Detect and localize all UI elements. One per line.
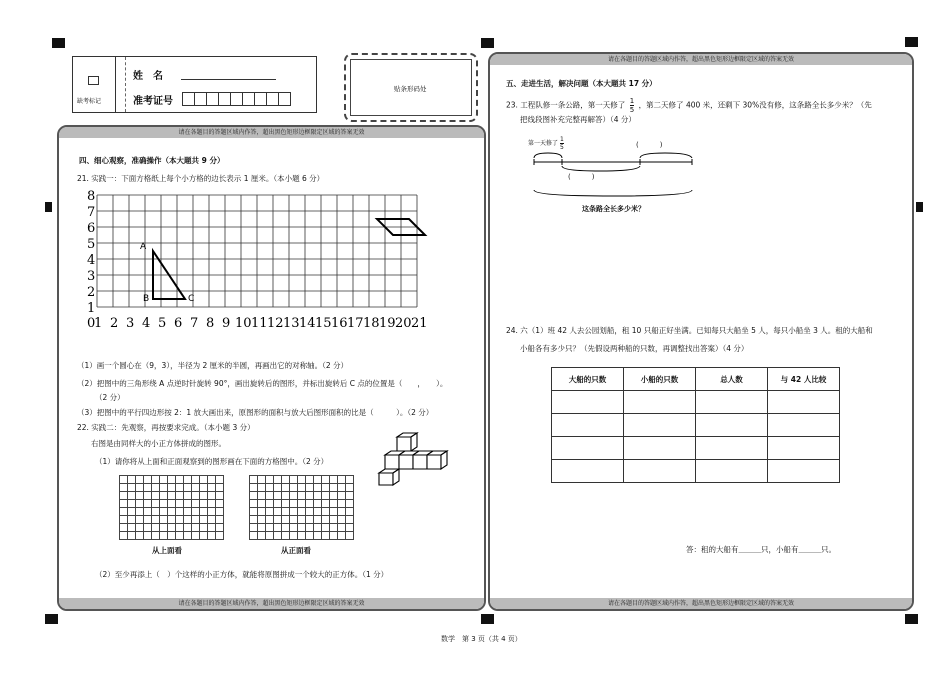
left-answer-panel bbox=[57, 125, 486, 611]
top-view-grid[interactable] bbox=[119, 475, 224, 540]
table-cell[interactable] bbox=[552, 437, 624, 460]
front-view-label: 从正面看 bbox=[281, 546, 311, 555]
table-cell[interactable] bbox=[624, 391, 696, 414]
x-tick-label: 17 bbox=[347, 316, 364, 331]
table-cell[interactable] bbox=[624, 437, 696, 460]
diagram-question: 这条路全长多少米？ bbox=[582, 205, 645, 213]
question-21-2-points: （2 分） bbox=[95, 393, 125, 402]
label-a: A bbox=[140, 242, 147, 252]
section-title: 五、走进生活，解决问题（本大题共 17 分） bbox=[506, 79, 657, 88]
table-cell[interactable] bbox=[696, 460, 768, 483]
absent-label: 缺考标记 bbox=[77, 98, 102, 105]
x-tick-label: 14 bbox=[299, 316, 316, 331]
table-header: 小船的只数 bbox=[624, 368, 696, 391]
registration-mark bbox=[45, 614, 58, 624]
diagram-blank-1[interactable]: ( ) bbox=[636, 141, 663, 149]
x-tick-label: 5 bbox=[158, 316, 167, 331]
question-24-line2: 小船各有多少只？（先假设两种船的只数，再调整找出答案）（4 分） bbox=[520, 344, 749, 353]
question-23-line2: 把线段图补充完整再解答）（4 分） bbox=[520, 115, 636, 124]
x-tick-label: 0 bbox=[87, 316, 96, 331]
absent-checkbox[interactable] bbox=[88, 76, 99, 85]
x-tick-label: 3 bbox=[126, 316, 135, 331]
table-cell[interactable] bbox=[624, 460, 696, 483]
x-tick-label: 15 bbox=[315, 316, 332, 331]
question-22: 22. 实践二：先观察，再按要求完成。（本小题 3 分） bbox=[77, 423, 255, 432]
question-22-intro: 右图是由同样大的小正方体拼成的图形。 bbox=[91, 439, 226, 448]
barcode-area bbox=[344, 53, 478, 122]
y-tick-label: 7 bbox=[87, 205, 96, 220]
y-tick-label: 3 bbox=[87, 269, 96, 284]
x-tick-label: 18 bbox=[363, 316, 380, 331]
name-label: 姓 名 bbox=[133, 71, 163, 82]
table-header: 总人数 bbox=[696, 368, 768, 391]
name-field[interactable] bbox=[181, 79, 276, 80]
question-24-line1: 24. 六（1）班 42 人去公园划船，租 10 只船正好坐满。已知每只大船坐 5 人，每只小船坐 3 人。租的大船和 bbox=[506, 326, 873, 335]
id-field[interactable] bbox=[183, 91, 291, 110]
question-22-2: （2）至少再添上（ ）个这样的小正方体，就能将原图拼成一个较大的正方体。（1 分） bbox=[95, 570, 389, 579]
table-cell[interactable] bbox=[768, 391, 840, 414]
cube-figure bbox=[375, 433, 455, 485]
notice-bar: 请在各题目的答题区域内作答，超出黑色矩形边框限定区域的答案无效 bbox=[59, 127, 484, 138]
registration-mark bbox=[52, 38, 65, 48]
table-cell[interactable] bbox=[624, 414, 696, 437]
table-cell[interactable] bbox=[552, 460, 624, 483]
diagram-fraction bbox=[560, 136, 564, 151]
question-23-part1: 23. 工程队修一条公路，第一天修了 bbox=[506, 100, 626, 110]
question-22-1: （1）请你将从上面和正面观察到的图形画在下面的方格图中。（2 分） bbox=[95, 457, 329, 466]
y-tick-label: 8 bbox=[87, 189, 96, 204]
table-cell[interactable] bbox=[768, 414, 840, 437]
y-tick-label: 1 bbox=[87, 301, 96, 316]
diagram-blank-2[interactable]: ( ) bbox=[568, 173, 595, 181]
page-footer: 数学 第 3 页（共 4 页） bbox=[441, 635, 522, 643]
section-title: 四、细心观察，准确操作（本大题共 9 分） bbox=[79, 156, 225, 165]
table-header: 大船的只数 bbox=[552, 368, 624, 391]
fraction-numerator: 1 bbox=[629, 97, 635, 105]
y-tick-label: 6 bbox=[87, 221, 96, 236]
table-cell[interactable] bbox=[552, 414, 624, 437]
y-tick-label: 2 bbox=[87, 285, 96, 300]
x-tick-label: 20 bbox=[395, 316, 412, 331]
registration-mark bbox=[45, 202, 52, 212]
x-tick-label: 9 bbox=[222, 316, 231, 331]
answer-line: 答：租的大船有＿＿＿只，小船有＿＿＿只。 bbox=[686, 545, 836, 554]
registration-mark bbox=[481, 614, 494, 624]
label-b: B bbox=[143, 294, 150, 304]
table-header: 与 42 人比较 bbox=[768, 368, 840, 391]
student-info-box bbox=[72, 56, 317, 113]
question-23-part2: ，第二天修了 400 米，还剩下 30%没有修，这条路全长多少米？（先 bbox=[638, 100, 872, 110]
x-tick-label: 12 bbox=[267, 316, 284, 331]
question-21-2: （2）把图中的三角形绕 A 点逆时针旋转 90°，画出旋转后的图形，并标出旋转后 C 点的位置是（ ， ）。 bbox=[77, 379, 448, 388]
y-tick-label: 5 bbox=[87, 237, 96, 252]
x-tick-label: 10 bbox=[235, 316, 252, 331]
x-tick-label: 13 bbox=[283, 316, 300, 331]
fraction-denominator: 5 bbox=[629, 106, 635, 114]
x-tick-label: 7 bbox=[190, 316, 199, 331]
registration-mark bbox=[905, 614, 918, 624]
question-21: 21. 实践一：下面方格纸上每个小方格的边长表示 1 厘米。（本小题 6 分） bbox=[77, 174, 325, 183]
x-tick-label: 16 bbox=[331, 316, 348, 331]
registration-mark bbox=[481, 38, 494, 48]
top-view-label: 从上面看 bbox=[152, 546, 182, 555]
id-label: 准考证号 bbox=[133, 96, 173, 107]
x-tick-label: 2 bbox=[110, 316, 119, 331]
hypothesis-table bbox=[551, 367, 840, 483]
segment-diagram bbox=[530, 150, 710, 210]
table-cell[interactable] bbox=[768, 460, 840, 483]
notice-bar: 请在各题目的答题区域内作答，超出黑色矩形边框限定区域的答案无效 bbox=[59, 598, 484, 609]
x-tick-label: 6 bbox=[174, 316, 183, 331]
notice-bar: 请在各题目的答题区域内作答，超出黑色矩形边框限定区域的答案无效 bbox=[490, 54, 912, 65]
question-21-3: （3）把图中的平行四边形按 2：1 放大画出来，原图形的面积与放大后图形面积的比是（ ）。（2 分） bbox=[77, 408, 434, 417]
question-21-1: （1）画一个圆心在（9，3），半径为 2 厘米的半圆，再画出它的对称轴。（2 分） bbox=[77, 361, 349, 370]
coordinate-grid bbox=[87, 189, 479, 352]
absent-mark-area bbox=[73, 57, 116, 112]
right-answer-panel bbox=[488, 52, 914, 611]
x-tick-label: 21 bbox=[411, 316, 428, 331]
registration-mark bbox=[905, 37, 918, 47]
question-23-line1 bbox=[506, 97, 872, 114]
front-view-grid[interactable] bbox=[249, 475, 354, 540]
table-cell[interactable] bbox=[552, 391, 624, 414]
diagram-first-day: 第一天修了 $\frac{1}{5}$ bbox=[528, 136, 564, 151]
fraction-one-fifth bbox=[630, 97, 634, 114]
barcode-label: 贴条形码处 bbox=[394, 85, 427, 93]
registration-mark bbox=[916, 202, 923, 212]
diagram-fraction-denominator: 5 bbox=[559, 144, 564, 151]
x-tick-label: 8 bbox=[206, 316, 215, 331]
table-cell[interactable] bbox=[696, 391, 768, 414]
label-c: C bbox=[188, 294, 195, 304]
x-tick-label: 19 bbox=[379, 316, 396, 331]
y-tick-label: 4 bbox=[87, 253, 96, 268]
notice-bar: 请在各题目的答题区域内作答，超出黑色矩形边框限定区域的答案无效 bbox=[490, 598, 912, 609]
table-cell[interactable] bbox=[696, 414, 768, 437]
diagram-fraction-numerator: 1 bbox=[559, 136, 564, 143]
table-cell[interactable] bbox=[768, 437, 840, 460]
table-cell[interactable] bbox=[696, 437, 768, 460]
x-tick-label: 1 bbox=[94, 316, 103, 331]
x-tick-label: 11 bbox=[251, 316, 268, 331]
x-tick-label: 4 bbox=[142, 316, 151, 331]
